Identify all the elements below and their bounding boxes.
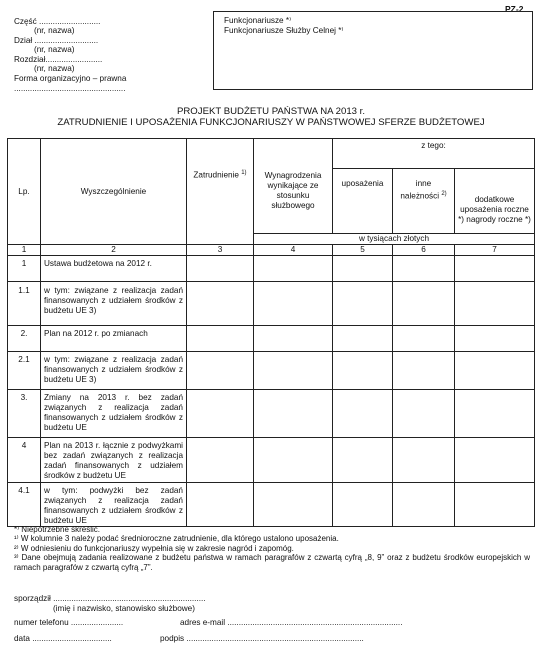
cell-bonus[interactable]: [455, 256, 535, 282]
row-description: w tym: związane z realizacja zadań finansowanych z udziałem środków z budżetu UE 3): [41, 352, 187, 390]
cell-bonus[interactable]: [455, 438, 535, 483]
cell-salaries[interactable]: [254, 326, 333, 352]
cell-salaries[interactable]: [254, 390, 333, 438]
form-code: PZ-2: [505, 4, 524, 14]
officer-type-option-2[interactable]: Funkcjonariusze Służby Celnej *⁾: [224, 26, 344, 35]
cell-salaries[interactable]: [254, 483, 333, 527]
header-pay: uposażenia: [333, 169, 393, 234]
cell-pay[interactable]: [333, 483, 393, 527]
chapter-caption: (nr, nazwa): [34, 64, 75, 73]
email-field[interactable]: adres e-mail .............................................................................: [180, 618, 403, 627]
cell-bonus[interactable]: [455, 390, 535, 438]
row-description: Plan na 2013 r. łącznie z podwyżkami bez zadań związanych z realizacja zadań finansowanych z udziałem środków z budżetu UE: [41, 438, 187, 483]
cell-employment[interactable]: [187, 326, 254, 352]
row-lp: 2.1: [8, 352, 41, 390]
cell-pay[interactable]: [333, 326, 393, 352]
part-caption: (nr, nazwa): [34, 26, 75, 35]
header-item: Wyszczególnienie: [41, 139, 187, 245]
table-row: [8, 438, 535, 483]
cell-other-dues[interactable]: [393, 483, 455, 527]
header-employment: Zatrudnienie $^{1)}$: [187, 139, 254, 245]
table-row: [8, 326, 535, 352]
header-bonus: dodatkowe uposażenia roczne *) nagrody roczne *): [455, 169, 535, 234]
footnote: ²⁾ W odniesieniu do funkcjonariuszy wypełnia się w zakresie nagród i zapomóg.: [14, 543, 294, 553]
cell-bonus[interactable]: [455, 352, 535, 390]
col-number: 7: [455, 245, 535, 256]
row-description: Zmiany na 2013 r. bez zadań związanych z realizacja zadań finansowanych z udziałem środków z budżetu UE: [41, 390, 187, 438]
row-lp: 4: [8, 438, 41, 483]
date-field[interactable]: data ...................................: [14, 634, 112, 643]
section-caption: (nr, nazwa): [34, 45, 75, 54]
table-row: [8, 352, 535, 390]
row-description: Ustawa budżetowa na 2012 r.: [41, 256, 187, 282]
footnote: ¹⁾ W kolumnie 3 należy podać średnioroczne zatrudnienie, dla którego ustalono uposażenia.: [14, 534, 339, 544]
cell-pay[interactable]: [333, 352, 393, 390]
col-number: 4: [254, 245, 333, 256]
cell-other-dues[interactable]: [393, 352, 455, 390]
row-description: Plan na 2012 r. po zmianach: [41, 326, 187, 352]
table-row: [8, 483, 535, 527]
cell-employment[interactable]: [187, 483, 254, 527]
cell-salaries[interactable]: [254, 256, 333, 282]
header-unit: w tysiącach złotych: [254, 234, 535, 245]
officer-type-box: [213, 11, 533, 90]
cell-salaries[interactable]: [254, 352, 333, 390]
table-row: [8, 256, 535, 282]
cell-bonus[interactable]: [455, 483, 535, 527]
cell-other-dues[interactable]: [393, 282, 455, 326]
cell-other-dues[interactable]: [393, 326, 455, 352]
legal-form-label: Forma organizacyjno – prawna: [14, 74, 127, 83]
cell-employment[interactable]: [187, 390, 254, 438]
col-number: 3: [187, 245, 254, 256]
table-row: [8, 282, 535, 326]
cell-pay[interactable]: [333, 282, 393, 326]
footnote: *⁾ Niepotrzebne skreślić.: [14, 525, 100, 534]
cell-other-dues[interactable]: [393, 438, 455, 483]
phone-field[interactable]: numer telefonu .......................: [14, 618, 124, 627]
row-description: w tym: podwyżki bez zadań związanych z realizacja zadań finansowanych z udziałem środków z budżetu UE: [41, 483, 187, 527]
prepared-by-field[interactable]: sporządził ...................................................................: [14, 594, 206, 603]
footnotes: [14, 525, 530, 572]
row-lp: 1.1: [8, 282, 41, 326]
row-description: w tym: związane z realizacja zadań finansowanych z udziałem środków z budżetu UE 3): [41, 282, 187, 326]
col-number: 1: [8, 245, 41, 256]
col-number: 6: [393, 245, 455, 256]
col-number: 5: [333, 245, 393, 256]
cell-bonus[interactable]: [455, 282, 535, 326]
officer-type-option-1[interactable]: Funkcjonariusze *⁾: [224, 16, 292, 25]
cell-pay[interactable]: [333, 390, 393, 438]
cell-pay[interactable]: [333, 438, 393, 483]
header-other-dues: inne należności $^{2)}$: [393, 169, 455, 234]
header-of-which: z tego:: [333, 139, 535, 169]
cell-bonus[interactable]: [455, 326, 535, 352]
col-number: 2: [41, 245, 187, 256]
cell-employment[interactable]: [187, 256, 254, 282]
cell-pay[interactable]: [333, 256, 393, 282]
row-lp: 4.1: [8, 483, 41, 527]
prepared-by-caption: (imię i nazwisko, stanowisko służbowe): [53, 604, 195, 613]
cell-employment[interactable]: [187, 282, 254, 326]
chapter-field[interactable]: Rozdział.........................: [14, 55, 103, 64]
section-field[interactable]: Dział ............................: [14, 36, 99, 45]
part-field[interactable]: Część ...........................: [14, 17, 101, 26]
cell-other-dues[interactable]: [393, 390, 455, 438]
legal-form-field[interactable]: .................................................: [14, 84, 126, 93]
cell-salaries[interactable]: [254, 438, 333, 483]
table-row: [8, 390, 535, 438]
signature-field[interactable]: podpis ..............................................................................: [160, 634, 364, 643]
form-subtitle: ZATRUDNIENIE I UPOSAŻENIA FUNKCJONARIUSZY W PAŃSTWOWEJ SFERZE BUDŻETOWEJ: [57, 117, 485, 128]
budget-table: [7, 138, 535, 527]
header-salaries: Wynagrodzenia wynikające ze stosunku służbowego: [254, 139, 333, 234]
cell-salaries[interactable]: [254, 282, 333, 326]
footnote: ³⁾ Dane obejmują zadania realizowane z budżetu państwa w ramach paragrafów z czwartą cyfrą „8, 9” oraz z budżetu środków europejskich w ramach paragrafów z czwartą cyfrą „7”.: [14, 553, 530, 572]
row-lp: 1: [8, 256, 41, 282]
form-title: PROJEKT BUDŻETU PAŃSTWA NA 2013 r.: [176, 106, 365, 117]
row-lp: 2.: [8, 326, 41, 352]
cell-employment[interactable]: [187, 438, 254, 483]
cell-employment[interactable]: [187, 352, 254, 390]
row-lp: 3.: [8, 390, 41, 438]
cell-other-dues[interactable]: [393, 256, 455, 282]
header-lp: Lp.: [8, 139, 41, 245]
